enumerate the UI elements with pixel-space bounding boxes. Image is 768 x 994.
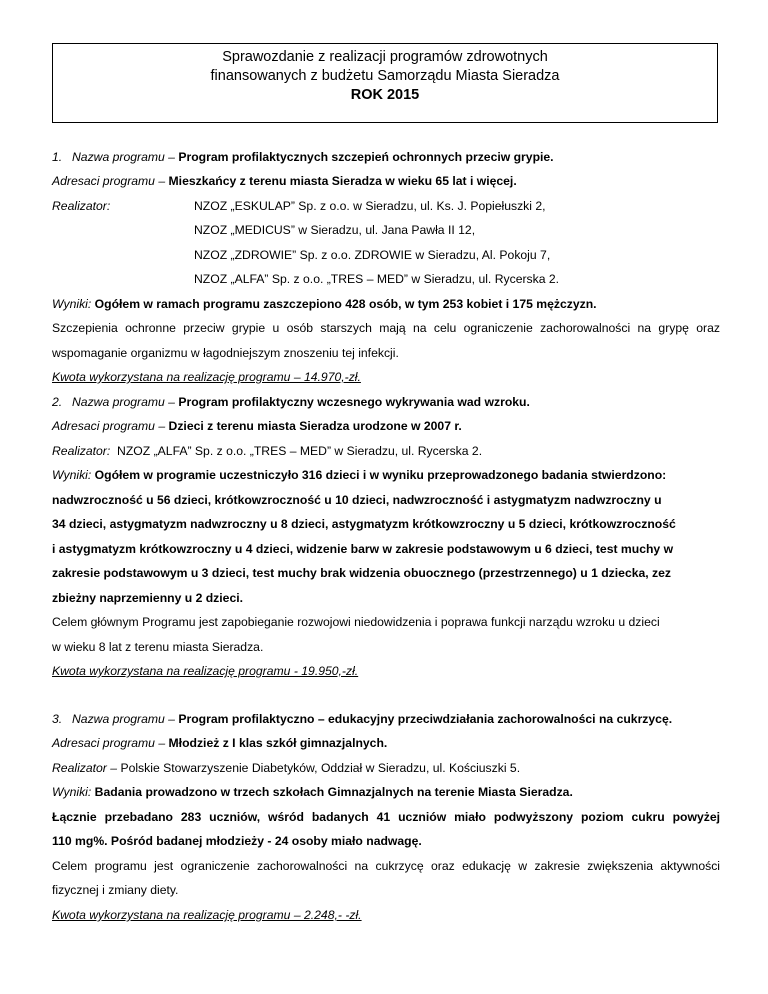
results-text: Ogółem w programie uczestniczyło 316 dzieci i w wyniku przeprowadzonego badania stwierdzono: xyxy=(94,468,667,482)
recipients-label: Adresaci programu – xyxy=(52,174,166,188)
program-number: 3. xyxy=(52,712,63,726)
program-name-row xyxy=(52,150,554,164)
program-name-label: Nazwa programu – xyxy=(72,712,175,726)
description-line: fizycznej i zmiany diety. xyxy=(52,883,179,897)
results-label: Wyniki: xyxy=(52,297,92,311)
realizer-row xyxy=(52,761,520,775)
report-title-line-1: Sprawozdanie z realizacji programów zdrowotnych xyxy=(222,49,548,65)
amount-used: Kwota wykorzystana na realizację programu - 19.950,-zł. xyxy=(52,664,359,678)
realizer-item: NZOZ „MEDICUS” w Sieradzu, ul. Jana Pawła II 12, xyxy=(194,223,476,237)
program-number: 1. xyxy=(52,150,63,164)
realizer-label: Realizator: xyxy=(52,444,111,458)
program-number: 2. xyxy=(52,395,63,409)
realizer-item: Polskie Stowarzyszenie Diabetyków, Oddział w Sieradzu, ul. Kościuszki 5. xyxy=(120,761,521,775)
results-row xyxy=(52,297,597,311)
report-year: ROK 2015 xyxy=(350,87,420,103)
amount-used: Kwota wykorzystana na realizację programu – 14.970,-zł. xyxy=(52,370,361,384)
realizer-item: NZOZ „ALFA” Sp. z o.o. „TRES – MED” w Sieradzu, ul. Rycerska 2. xyxy=(117,444,483,458)
program-name: Program profilaktycznych szczepień ochronnych przeciw grypie. xyxy=(178,150,554,164)
results-row xyxy=(52,785,573,799)
realizer-row xyxy=(52,444,482,458)
recipients: Mieszkańcy z terenu miasta Sieradza w wieku 65 lat i więcej. xyxy=(168,174,517,188)
results-line: Łącznie przebadano 283 uczniów, wśród badanych 41 uczniów miało podwyższony poziom cukru powyżej xyxy=(52,810,720,824)
report-title-box xyxy=(52,43,718,123)
results-line: 110 mg%. Pośród badanej młodzieży - 24 osoby miało nadwagę. xyxy=(52,834,422,848)
program-name-row xyxy=(52,712,672,726)
results-text: Ogółem w ramach programu zaszczepiono 428 osób, w tym 253 kobiet i 175 mężczyzn. xyxy=(94,297,597,311)
results-line: zakresie podstawowym u 3 dzieci, test muchy brak widzenia obuocznego (przestrzennego) u 1 dziecka, zez xyxy=(52,566,672,580)
program-name-label: Nazwa programu – xyxy=(72,395,175,409)
recipients-row xyxy=(52,736,387,750)
program-name: Program profilaktyczno – edukacyjny przeciwdziałania zachorowalności na cukrzycę. xyxy=(178,712,673,726)
realizer-label: Realizator: xyxy=(52,199,111,213)
realizer-label: Realizator – xyxy=(52,761,118,775)
results-row xyxy=(52,468,666,482)
realizer-item: NZOZ „ZDROWIE” Sp. z o.o. ZDROWIE w Sieradzu, Al. Pokoju 7, xyxy=(194,248,551,262)
results-label: Wyniki: xyxy=(52,785,92,799)
description-line: Celem głównym Programu jest zapobieganie rozwojowi niedowidzenia i poprawa funkcji narządu wzroku u dzieci xyxy=(52,615,660,629)
description-line: Szczepienia ochronne przeciw grypie u osób starszych mają na celu ograniczenie zachorowalności na grypę oraz xyxy=(52,321,720,335)
results-label: Wyniki: xyxy=(52,468,92,482)
results-line: i astygmatyzm krótkowzroczny u 4 dzieci, widzenie barw w zakresie podstawowym u 6 dzieci, test muchy w xyxy=(52,542,674,556)
report-title-line-2: finansowanych z budżetu Samorządu Miasta Sieradza xyxy=(210,68,560,84)
recipients: Dzieci z terenu miasta Sieradza urodzone w 2007 r. xyxy=(168,419,462,433)
description-line: wspomaganie organizmu w łagodniejszym znoszeniu tej infekcji. xyxy=(52,346,399,360)
realizer-item: NZOZ „ALFA” Sp. z o.o. „TRES – MED” w Sieradzu, ul. Rycerska 2. xyxy=(194,272,560,286)
results-line: 34 dzieci, astygmatyzm nadwzroczny u 8 dzieci, astygmatyzm krótkowzroczny u 5 dzieci, krótkowzroczność xyxy=(52,517,676,531)
results-line: zbieżny naprzemienny u 2 dzieci. xyxy=(52,591,243,605)
results-text: Badania prowadzono w trzech szkołach Gimnazjalnych na terenie Miasta Sieradza. xyxy=(94,785,573,799)
recipients-row xyxy=(52,419,462,433)
recipients-label: Adresaci programu – xyxy=(52,736,166,750)
recipients-label: Adresaci programu – xyxy=(52,419,166,433)
realizer-row xyxy=(52,199,194,213)
description-line: Celem programu jest ograniczenie zachorowalności na cukrzycę oraz edukację w zakresie zwiększenia aktywności xyxy=(52,859,720,873)
program-name-label: Nazwa programu – xyxy=(72,150,175,164)
amount-used: Kwota wykorzystana na realizację programu – 2.248,- -zł. xyxy=(52,908,362,922)
results-line: nadwzroczność u 56 dzieci, krótkowzroczność u 10 dzieci, nadwzroczność i astygmatyzm nadwzroczny u xyxy=(52,493,662,507)
program-name: Program profilaktyczny wczesnego wykrywania wad wzroku. xyxy=(178,395,530,409)
recipients: Młodzież z I klas szkół gimnazjalnych. xyxy=(168,736,388,750)
program-name-row xyxy=(52,395,530,409)
realizer-item: NZOZ „ESKULAP” Sp. z o.o. w Sieradzu, ul. Ks. J. Popiełuszki 2, xyxy=(194,199,546,213)
description-line: w wieku 8 lat z terenu miasta Sieradza. xyxy=(52,640,264,654)
recipients-row xyxy=(52,174,517,188)
